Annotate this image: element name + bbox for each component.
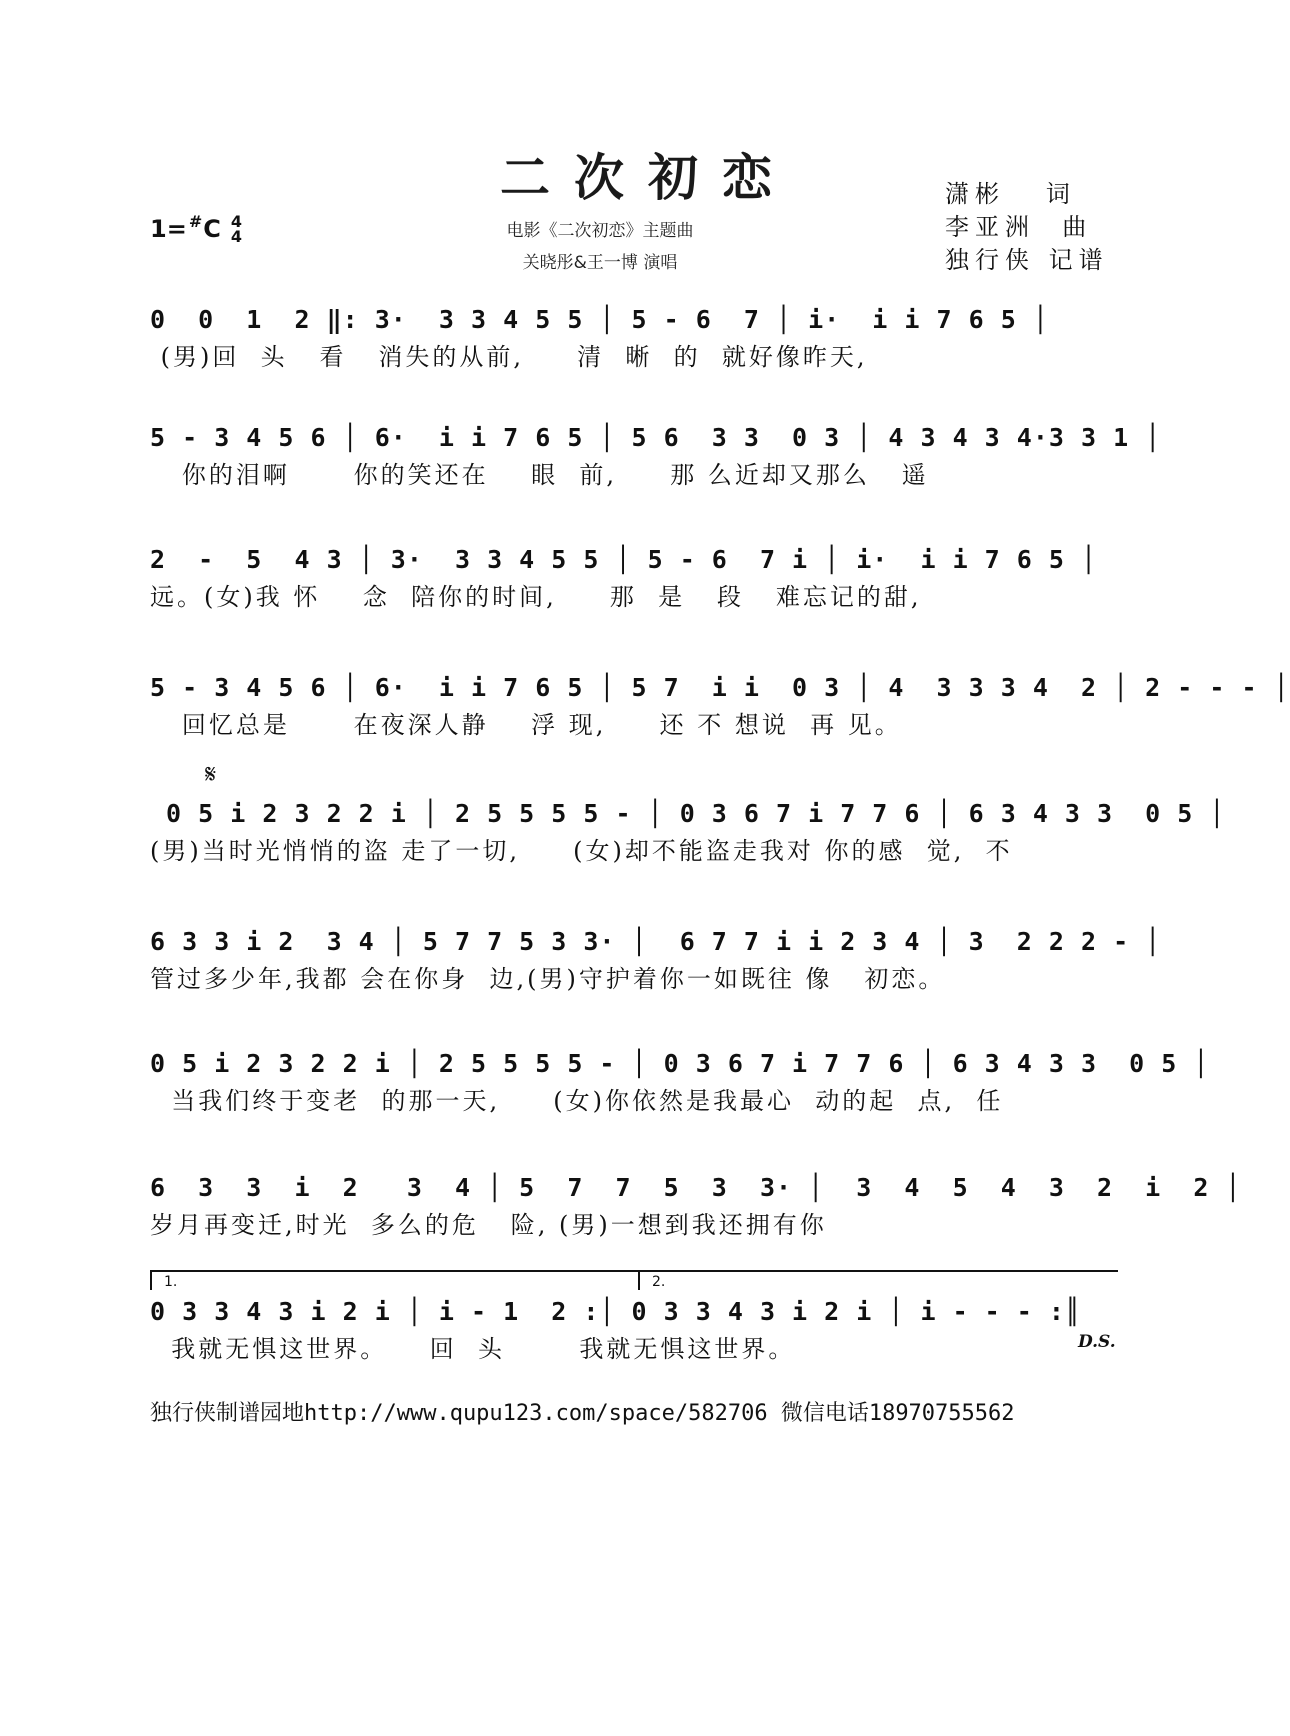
key-signature [150, 211, 242, 246]
first-ending-label: 1. [164, 1274, 178, 1290]
credit-transcriber: 独行侠 记谱 [945, 246, 1109, 274]
subtitle-line-1: 电影《二次初恋》主题曲 [506, 221, 694, 241]
notes-line: 6 3 3 i 2 3 4 │ 5 7 7 5 3 3· │ 6 7 7 i i 2 3 4 │ 3 2 2 2 - │ [150, 927, 1162, 956]
second-ending-bracket [638, 1270, 1118, 1290]
music-system-6 [150, 922, 1162, 996]
music-system-9 [150, 1292, 1118, 1366]
music-system-4 [150, 668, 1290, 742]
lyrics-line: 管过多少年,我都 会在你身 边,(男)守护着你一如既往 像 初恋。 [150, 965, 946, 993]
notes-line: 6 3 3 i 2 3 4 │ 5 7 7 5 3 3· │ 3 4 5 4 3 2 i 2 │ [150, 1173, 1242, 1202]
music-system-5 [150, 794, 1226, 868]
first-ending-bracket [150, 1270, 644, 1290]
time-signature [231, 214, 242, 244]
lyrics-line: (男)当时光悄悄的盗 走了一切, (女)却不能盗走我对 你的感 觉, 不 [150, 837, 1013, 865]
dal-segno-mark: D.S. [1078, 1332, 1116, 1352]
sharp-sign: # [188, 211, 203, 231]
lyrics-line: 你的泪啊 你的笑还在 眼 前, 那 么近却又那么 遥 [150, 461, 929, 489]
song-title: 二次初恋 [500, 148, 796, 207]
lyrics-line: 我就无惧这世界。 回 头 我就无惧这世界。 [150, 1335, 796, 1363]
second-ending-label: 2. [652, 1274, 666, 1290]
segno-sign: 𝄋 [205, 760, 217, 790]
credit-lyricist: 潇彬 词 [945, 180, 1076, 208]
notes-line: 0 5 i 2 3 2 2 i │ 2 5 5 5 5 - │ 0 3 6 7 i 7 7 6 │ 6 3 4 3 3 0 5 │ [150, 799, 1226, 828]
music-system-2 [150, 418, 1162, 492]
credit-composer: 李亚洲 曲 [945, 213, 1093, 241]
footer-credit: 独行侠制谱园地http://www.qupu123.com/space/582706 微信电话18970755562 [150, 1401, 1015, 1426]
lyrics-line: 岁月再变迁,时光 多么的危 险, (男)一想到我还拥有你 [150, 1211, 827, 1239]
key-prefix: 1= [150, 215, 187, 243]
lyrics-line: (男)回 头 看 消失的从前, 清 晰 的 就好像昨天, [150, 343, 868, 371]
music-system-8 [150, 1168, 1242, 1242]
notes-line: 0 3 3 4 3 i 2 i │ i - 1 2 :│ 0 3 3 4 3 i 2 i │ i - - - :║ [150, 1297, 1081, 1326]
lyrics-line: 回忆总是 在夜深人静 浮 现, 还 不 想说 再 见。 [150, 711, 902, 739]
notes-line: 0 5 i 2 3 2 2 i │ 2 5 5 5 5 - │ 0 3 6 7 i 7 7 6 │ 6 3 4 3 3 0 5 │ [150, 1049, 1210, 1078]
music-system-7 [150, 1044, 1210, 1118]
music-system-1 [150, 300, 1118, 374]
notes-line: 2 - 5 4 3 │ 3· 3 3 4 5 5 │ 5 - 6 7 i │ i· i i 7 6 5 │ [150, 545, 1098, 574]
notes-line: 0 0 1 2 ‖: 3· 3 3 4 5 5 │ 5 - 6 7 │ i· i i 7 6 5 │ [150, 305, 1049, 334]
time-signature-top: 4 [230, 212, 242, 231]
credits [945, 178, 1109, 277]
time-signature-bottom: 4 [230, 227, 242, 246]
lyrics-line: 远。(女)我 怀 念 陪你的时间, 那 是 段 难忘记的甜, [150, 583, 922, 611]
music-system-3 [150, 540, 1118, 614]
subtitle-line-2: 关晓彤&王一博 演唱 [522, 253, 678, 273]
lyrics-line: 当我们终于变老 的那一天, (女)你依然是我最心 动的起 点, 任 [150, 1087, 1004, 1115]
notes-line: 5 - 3 4 5 6 │ 6· i i 7 6 5 │ 5 6 3 3 0 3 │ 4 3 4 3 4·3 3 1 │ [150, 423, 1162, 452]
key-note: C [203, 215, 221, 243]
notes-line: 5 - 3 4 5 6 │ 6· i i 7 6 5 │ 5 7 i i 0 3 │ 4 3 3 3 4 2 │ 2 - - - │ [150, 673, 1290, 702]
